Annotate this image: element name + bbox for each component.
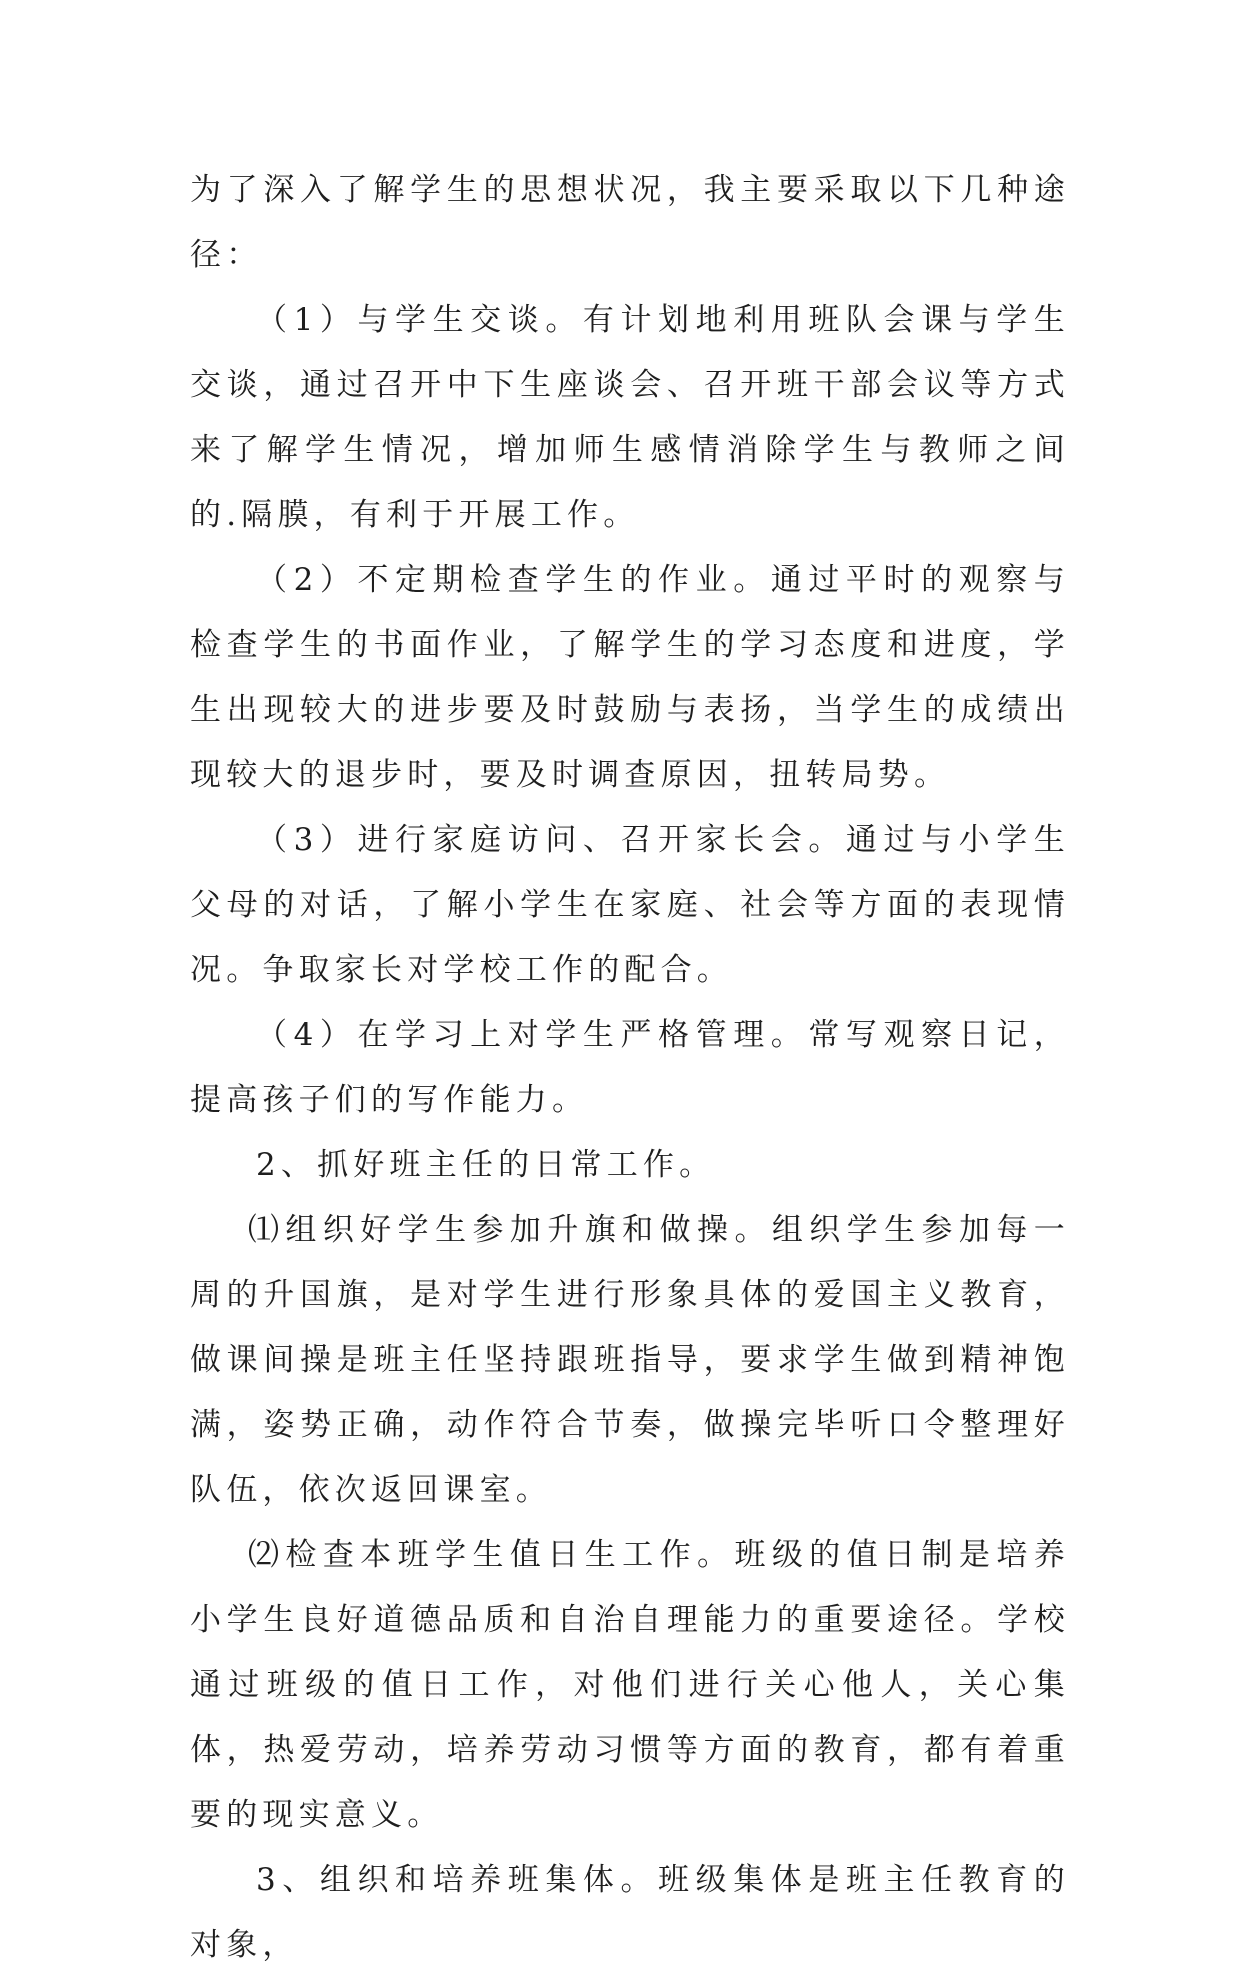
- paragraph-item-2: （2）不定期检查学生的作业。通过平时的观察与检查学生的书面作业，了解学生的学习态度和进度，学生出现较大的进步要及时鼓励与表扬，当学生的成绩出现较大的退步时，要及时调查原因，扭转局势。: [190, 562, 1070, 793]
- paragraph-subitem-1: ⑴组织好学生参加升旗和做操。组织学生参加每一周的升国旗，是对学生进行形象具体的爱国主义教育，做课间操是班主任坚持跟班指导，要求学生做到精神饱满，姿势正确，动作符合节奏，做操完毕听口令整理好队伍，依次返回课室。: [190, 1212, 1070, 1508]
- paragraph-intro: 为了深入了解学生的思想状况，我主要采取以下几种途径：: [190, 172, 1070, 273]
- section-heading-2: 2、抓好班主任的日常工作。: [256, 1147, 716, 1183]
- paragraph-item-4: （4）在学习上对学生严格管理。常写观察日记，提高孩子们的写作能力。: [190, 1017, 1070, 1118]
- paragraph-item-1: （1）与学生交谈。有计划地利用班队会课与学生交谈，通过召开中下生座谈会、召开班干部会议等方式来了解学生情况，增加师生感情消除学生与教师之间的.隔膜，有利于开展工作。: [190, 302, 1070, 533]
- document-body: [190, 158, 1070, 1978]
- section-heading-3: 3、组织和培养班集体。班级集体是班主任教育的对象，: [190, 1862, 1070, 1963]
- paragraph-item-3: （3）进行家庭访问、召开家长会。通过与小学生父母的对话，了解小学生在家庭、社会等方面的表现情况。争取家长对学校工作的配合。: [190, 822, 1070, 988]
- paragraph-subitem-2: ⑵检查本班学生值日生工作。班级的值日制是培养小学生良好道德品质和自治自理能力的重要途径。学校通过班级的值日工作，对他们进行关心他人，关心集体，热爱劳动，培养劳动习惯等方面的教育，都有着重要的现实意义。: [190, 1537, 1070, 1833]
